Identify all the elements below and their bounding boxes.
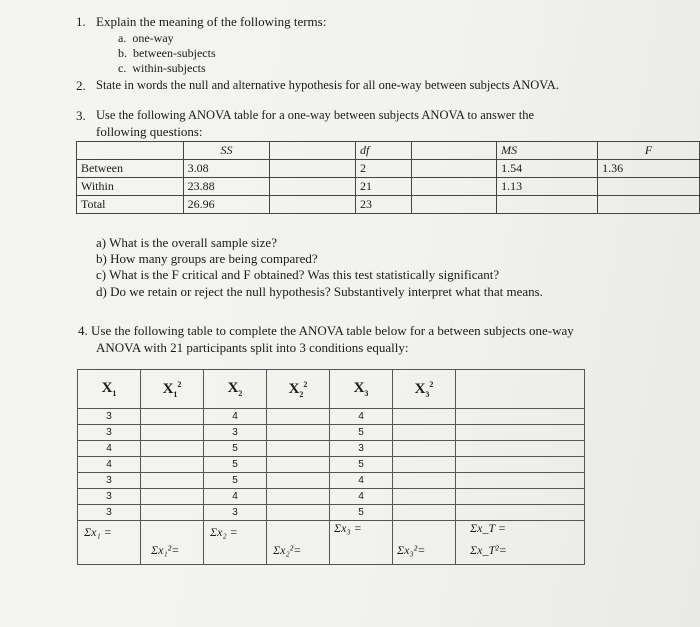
header-x1: $X_1$ [78,370,141,409]
score-row: 3 4 4 [78,409,585,425]
header-x3-squared: $X_3^2$ [393,370,456,409]
scores-header-row [78,370,585,409]
header-x3: $X_3$ [330,370,393,409]
header-x2: $X_2$ [204,370,267,409]
q3-subquestion-b: b) How many groups are being compared? [96,251,318,266]
anova-header-row [77,142,700,160]
q3-subquestion-d: d) Do we retain or reject the null hypothesis? Substantively interpret what that means. [96,284,543,299]
q1-number: 1. [76,14,86,29]
anova-table [76,141,700,214]
cell-ss: 3.08 [183,160,270,178]
q1-item-b-text: between-subjects [133,46,216,60]
cell-df: 21 [356,178,412,196]
q1-item-c [118,61,206,76]
row-label: Between [77,160,184,178]
sum-x2: Σx₂ = [210,525,238,539]
score-row: 3 3 5 [78,425,585,441]
q3-line2: following questions: [96,124,203,139]
cell-f [598,178,700,196]
anova-row-between [77,160,700,178]
q4-line2: ANOVA with 21 participants split into 3 conditions equally: [96,340,409,355]
sums-row [78,521,585,565]
cell-df: 2 [356,160,412,178]
header-f: F [598,142,700,160]
score-row: 3 5 4 [78,473,585,489]
header-df: df [356,142,412,160]
sum-x1: Σx₁ = [84,525,112,539]
q1-item-a-marker: a. [118,31,127,45]
sum-xt-squared: Σx_T²= [470,543,507,557]
q1-item-a-text: one-way [132,31,174,45]
q3-number: 3. [76,108,86,123]
score-row: 4 5 5 [78,457,585,473]
cell-ss: 23.88 [183,178,270,196]
q3-line1: Use the following ANOVA table for a one-way between subjects ANOVA to answer the [96,108,534,122]
header-ms: MS [497,142,598,160]
cell-ss: 26.96 [183,196,270,214]
header-x2-squared: $X_2^2$ [267,370,330,409]
cell-ms [497,196,598,214]
sum-x2-squared: Σx₂²= [273,543,302,557]
q1-item-c-marker: c. [118,61,127,75]
q1-item-c-text: within-subjects [132,61,206,75]
q4-line1: 4. Use the following table to complete the ANOVA table below for a between subjects one-way [78,323,574,338]
q2-text: State in words the null and alternative hypothesis for all one-way between subjects ANOVA. [96,78,559,92]
row-label: Within [77,178,184,196]
cell-ms: 1.13 [497,178,598,196]
sum-xt: Σx_T = [470,521,507,535]
q1-item-a [118,31,174,46]
q2-number: 2. [76,78,86,93]
q1-text: Explain the meaning of the following terms: [96,14,327,29]
score-row: 4 5 3 [78,441,585,457]
q3-subquestion-a: a) What is the overall sample size? [96,235,277,250]
cell-ms: 1.54 [497,160,598,178]
row-label: Total [77,196,184,214]
sum-x1-squared: Σx₁²= [151,543,180,557]
q1-item-b [118,46,216,61]
header-x1-squared: $X_1^2$ [141,370,204,409]
cell-df: 23 [356,196,412,214]
anova-row-total [77,196,700,214]
score-row: 3 3 5 [78,505,585,521]
sum-x3-squared: Σx₃²= [397,543,426,557]
header-ss: SS [183,142,270,160]
scores-table [77,369,585,565]
score-row: 3 4 4 [78,489,585,505]
q1-item-b-marker: b. [118,46,127,60]
cell-f: 1.36 [598,160,700,178]
anova-row-within [77,178,700,196]
cell-f [598,196,700,214]
sum-x3: Σx₃ = [334,521,362,535]
q3-subquestion-c: c) What is the F critical and F obtained? Was this test statistically significant? [96,267,500,282]
